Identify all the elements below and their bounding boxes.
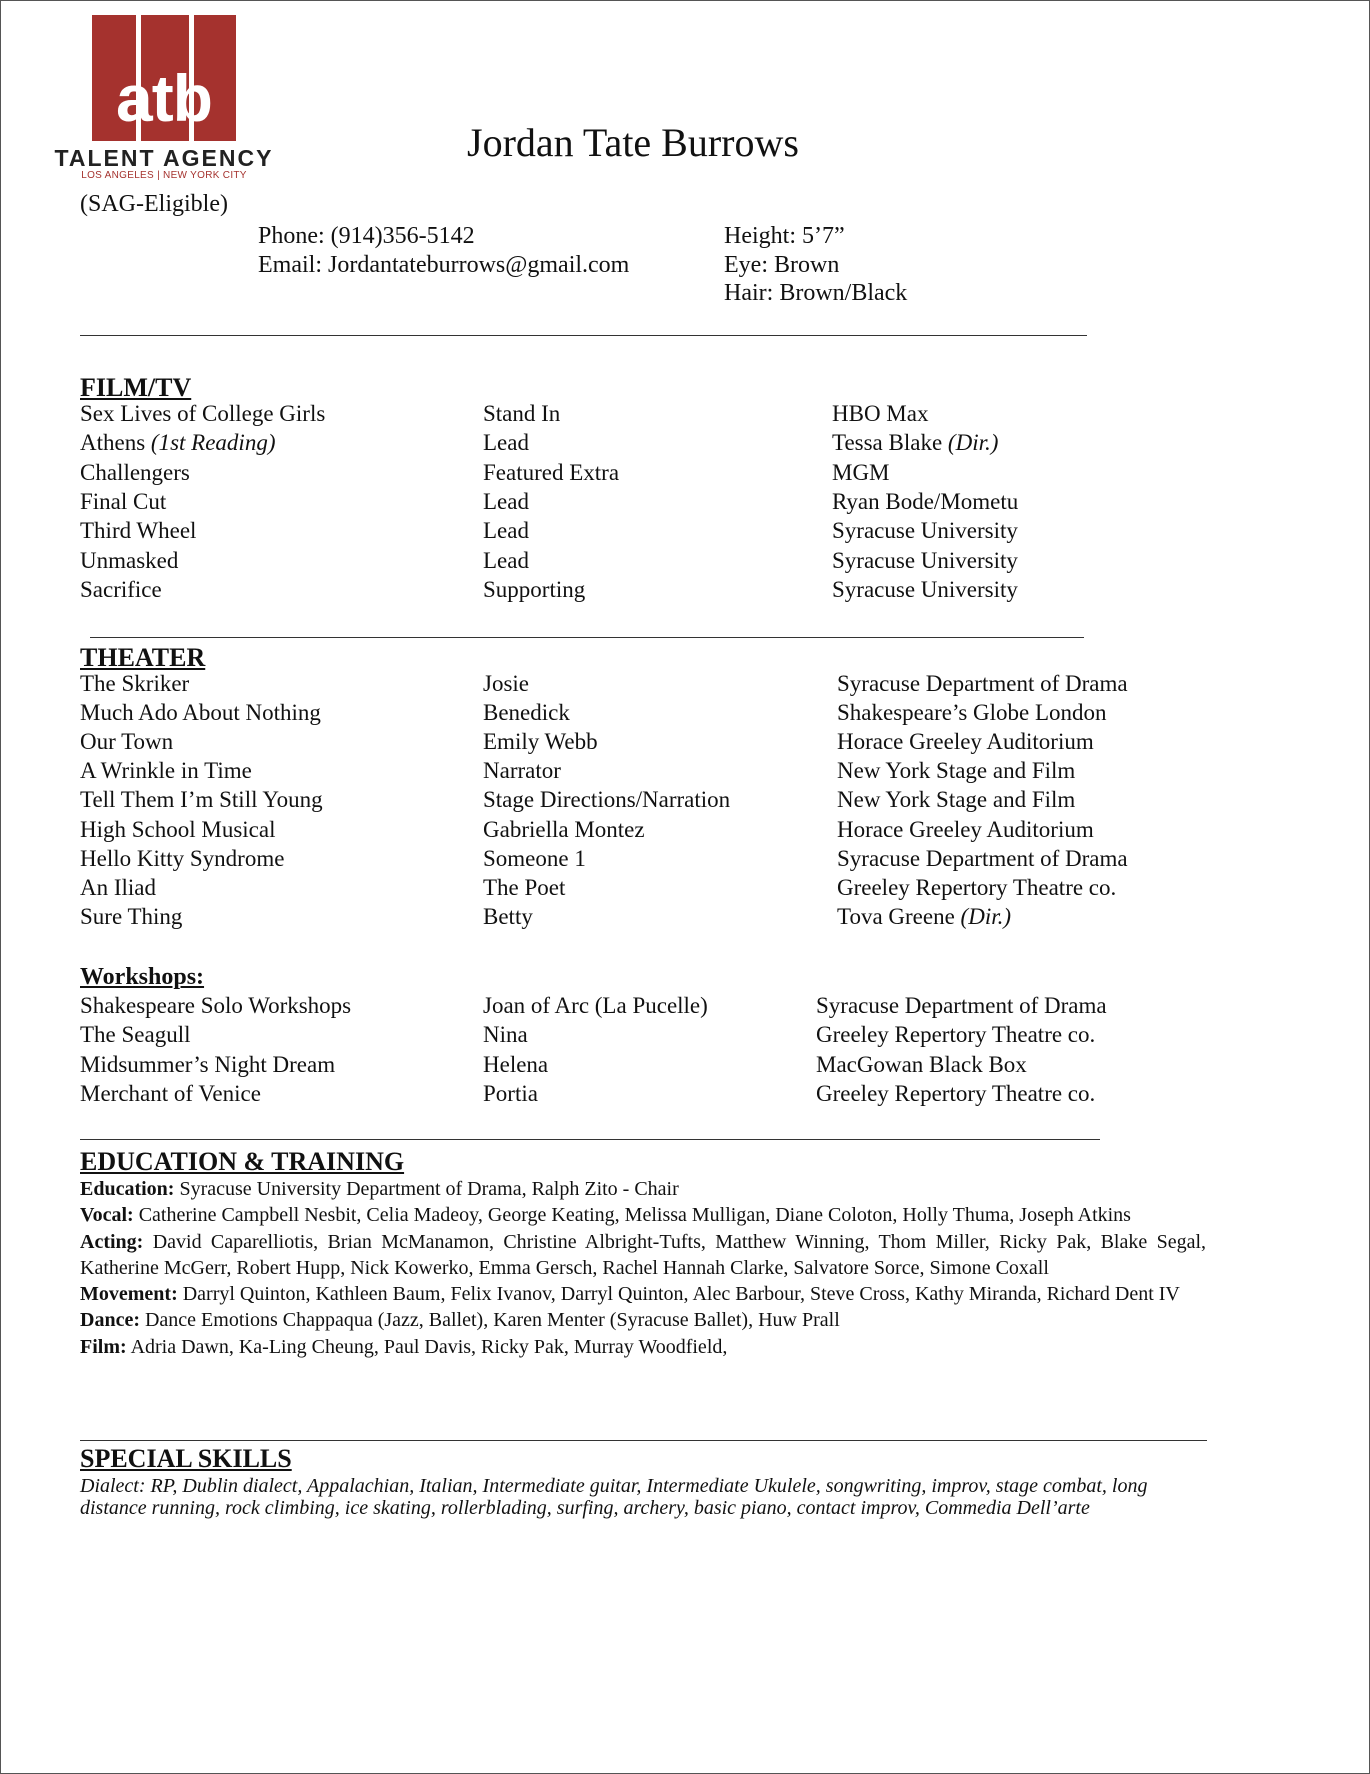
credit-company: [837, 671, 1128, 697]
education-label: Vocal:: [80, 1204, 134, 1227]
credit-role-text: Betty: [483, 903, 533, 929]
credit-title-text: The Seagull: [80, 1022, 191, 1048]
credit-company: [816, 1081, 1095, 1107]
credit-role: [483, 787, 730, 813]
credit-title-text: Tell Them I’m Still Young: [80, 787, 323, 813]
divider: [80, 1440, 1207, 1441]
credit-role-text: Emily Webb: [483, 729, 598, 755]
credit-company-text: New York Stage and Film: [837, 787, 1076, 813]
credit-title: [80, 577, 162, 603]
credit-note: (Dir.): [947, 430, 999, 456]
section-heading-special-skills: SPECIAL SKILLS: [80, 1444, 292, 1473]
special-skills-text: Dialect: RP, Dublin dialect, Appalachian, Italian, Intermediate guitar, Intermediate Ukulele, songwriting, improv, stage combat, long distance running, rock climbing, ice skating, rollerblading, surfing, archery, basic piano, contact improv, Commedia Dell’arte: [80, 1475, 1148, 1519]
credit-role: [483, 489, 529, 515]
logo-title: TALENT AGENCY: [54, 145, 274, 171]
credit-company: [837, 875, 1116, 901]
resume-row: [0, 460, 1370, 489]
credit-title-text: Unmasked: [80, 547, 179, 573]
education-text: Catherine Campbell Nesbit, Celia Madeoy, George Keating, Melissa Mulligan, Diane Coloton, Holly Thuma, Joseph Atkins: [138, 1204, 1131, 1227]
credit-role-text: Lead: [483, 547, 529, 573]
credit-company: [832, 548, 1018, 574]
credit-title: [80, 489, 166, 515]
credit-company: [837, 729, 1094, 755]
credit-company-text: New York Stage and Film: [837, 758, 1076, 784]
credit-role: [483, 548, 529, 574]
resume-row: [0, 548, 1370, 577]
credit-title-text: Midsummer’s Night Dream: [80, 1051, 336, 1077]
credit-role-text: Narrator: [483, 758, 561, 784]
credit-role: [483, 401, 560, 427]
credit-role-text: Benedick: [483, 700, 570, 726]
education-label: Dance:: [80, 1309, 140, 1332]
education-label: Movement:: [80, 1283, 178, 1306]
resume-row: [0, 993, 1370, 1022]
credit-role-text: Someone 1: [483, 845, 586, 871]
credit-title: [80, 460, 190, 486]
education-item: [80, 1307, 1206, 1333]
credit-title-text: An Iliad: [80, 874, 157, 900]
credit-title-text: Hello Kitty Syndrome: [80, 845, 285, 871]
credit-company-text: Tova Greene: [837, 903, 955, 929]
credit-role: [483, 700, 570, 726]
credit-company: [837, 846, 1128, 872]
education-item: [80, 1176, 1206, 1202]
credit-role-text: The Poet: [483, 874, 566, 900]
credit-company-text: Syracuse Department of Drama: [837, 845, 1128, 871]
resume-row: [0, 875, 1370, 904]
agency-logo: [92, 15, 236, 141]
education-label: Film:: [80, 1335, 127, 1358]
divider: [80, 1139, 1100, 1140]
education-text: Dance Emotions Chappaqua (Jazz, Ballet), Karen Menter (Syracuse Ballet), Huw Prall: [144, 1309, 840, 1332]
credit-title: [80, 729, 173, 755]
credit-role: [483, 430, 529, 456]
credit-company: [837, 817, 1094, 843]
credit-title: [80, 1052, 335, 1078]
credit-title-text: Third Wheel: [80, 518, 197, 544]
resume-row: [0, 401, 1370, 430]
credit-title-text: Sacrifice: [80, 576, 162, 602]
education-text: Adria Dawn, Ka-Ling Cheung, Paul Davis, Ricky Pak, Murray Woodfield,: [130, 1335, 728, 1358]
credit-title-text: Final Cut: [80, 488, 167, 514]
credit-role: [483, 875, 565, 901]
credit-company: [837, 758, 1075, 784]
credit-title-text: High School Musical: [80, 816, 276, 842]
credit-company: [832, 460, 890, 486]
education-item: [80, 1334, 1206, 1360]
resume-row: [0, 1022, 1370, 1051]
credit-role-text: Lead: [483, 488, 529, 514]
credit-role: [483, 1022, 528, 1048]
logo-mark: atb: [116, 61, 212, 135]
email: Email: Jordantateburrows@gmail.com: [258, 252, 630, 278]
resume-row: [0, 489, 1370, 518]
credit-role-text: Stage Directions/Narration: [483, 787, 731, 813]
credit-company-text: Syracuse University: [832, 576, 1018, 602]
credit-company: [837, 787, 1075, 813]
resume-row: [0, 1052, 1370, 1081]
credit-role: [483, 729, 598, 755]
credit-company: [832, 489, 1018, 515]
credit-title-text: Athens: [80, 430, 146, 456]
resume-row: [0, 846, 1370, 875]
section-heading-theater: THEATER: [80, 643, 206, 672]
credit-company: [832, 518, 1018, 544]
education-label: Acting:: [80, 1230, 144, 1253]
credit-company: [816, 1052, 1027, 1078]
credit-role-text: Stand In: [483, 401, 561, 426]
credit-role-text: Nina: [483, 1022, 528, 1048]
credit-title-text: A Wrinkle in Time: [80, 758, 252, 784]
credit-company-text: MGM: [832, 459, 890, 485]
credit-role-text: Lead: [483, 518, 529, 544]
section-heading-film-tv: FILM/TV: [80, 373, 192, 402]
credit-title-text: Shakespeare Solo Workshops: [80, 993, 352, 1018]
credit-title: [80, 846, 284, 872]
credit-role-text: Gabriella Montez: [483, 816, 645, 842]
credit-title-text: Much Ado About Nothing: [80, 700, 321, 726]
credit-title: [80, 1022, 191, 1048]
credit-company: [837, 904, 1011, 930]
credit-company-text: MacGowan Black Box: [816, 1051, 1027, 1077]
union-status: (SAG-Eligible): [80, 191, 228, 217]
credit-role-text: Josie: [483, 671, 529, 696]
education-item: [80, 1229, 1206, 1282]
credit-company-text: Syracuse Department of Drama: [837, 671, 1128, 696]
credit-role: [483, 1081, 538, 1107]
credit-company-text: Horace Greeley Auditorium: [837, 729, 1094, 755]
credit-title-text: Sure Thing: [80, 903, 183, 929]
credit-role: [483, 817, 645, 843]
credit-company-text: Syracuse University: [832, 547, 1018, 573]
education-list: [80, 1176, 1206, 1360]
education-text: Syracuse University Department of Drama, Ralph Zito - Chair: [179, 1178, 679, 1200]
resume-row: [0, 729, 1370, 758]
credit-role-text: Portia: [483, 1081, 538, 1107]
credit-company: [816, 993, 1107, 1019]
credit-company-text: Greeley Repertory Theatre co.: [837, 874, 1117, 900]
credit-title: [80, 548, 178, 574]
education-text: Darryl Quinton, Kathleen Baum, Felix Ivanov, Darryl Quinton, Alec Barbour, Steve Cross, Kathy Miranda, Richard Dent IV: [182, 1283, 1180, 1306]
resume-row: [0, 817, 1370, 846]
credit-company-text: Shakespeare’s Globe London: [837, 700, 1107, 726]
education-text: David Caparelliotis, Brian McManamon, Christine Albright-Tufts, Matthew Winning, Thom Miller, Ricky Pak, Blake Segal, Katherine McGerr, Robert Hupp, Nick Kowerko, Emma Gersch, Rachel Hannah Clarke, Salvatore Sorce, Simone Coxall: [80, 1230, 1207, 1279]
resume-row: [0, 1081, 1370, 1110]
credit-note: (Dir.): [960, 903, 1012, 929]
credit-company-text: HBO Max: [832, 401, 929, 426]
credit-company-text: Greeley Repertory Theatre co.: [816, 1081, 1096, 1107]
credit-role-text: Lead: [483, 430, 529, 456]
education-item: [80, 1202, 1206, 1228]
eye-color: Eye: Brown: [724, 252, 840, 278]
credit-role: [483, 846, 586, 872]
credit-role-text: Joan of Arc (La Pucelle): [483, 993, 708, 1018]
credit-company-text: Syracuse Department of Drama: [816, 993, 1107, 1018]
credit-title: [80, 700, 321, 726]
credit-company-text: Ryan Bode/Mometu: [832, 488, 1019, 514]
education-label: Education:: [80, 1178, 175, 1200]
credit-company: [832, 430, 998, 456]
phone: Phone: (914)356-5142: [258, 223, 475, 249]
section-heading-workshops: Workshops:: [80, 964, 205, 990]
credit-title: [80, 430, 275, 456]
credit-role: [483, 993, 708, 1019]
credit-title: [80, 817, 276, 843]
section-heading-education: EDUCATION & TRAINING: [80, 1147, 405, 1176]
credit-title: [80, 904, 182, 930]
credit-company: [816, 1022, 1095, 1048]
credit-company: [832, 401, 928, 427]
credit-company-text: Syracuse University: [832, 518, 1018, 544]
height: Height: 5’7”: [724, 223, 845, 249]
divider: [90, 637, 1084, 638]
credit-role-text: Supporting: [483, 576, 586, 602]
credit-title: [80, 401, 325, 427]
credit-title: [80, 518, 196, 544]
credit-role-text: Featured Extra: [483, 459, 620, 485]
credit-title: [80, 1081, 261, 1107]
credit-company: [832, 577, 1018, 603]
credit-title: [80, 875, 156, 901]
resume-row: [0, 787, 1370, 816]
credit-note: (1st Reading): [150, 430, 276, 456]
resume-row: [0, 430, 1370, 459]
actor-name: Jordan Tate Burrows: [467, 120, 799, 165]
credit-title-text: The Skriker: [80, 671, 190, 696]
credit-title: [80, 758, 252, 784]
credit-role: [483, 758, 561, 784]
resume-row: [0, 904, 1370, 933]
credit-company-text: Horace Greeley Auditorium: [837, 816, 1094, 842]
credit-role: [483, 904, 533, 930]
credit-title-text: Merchant of Venice: [80, 1081, 261, 1107]
resume-row: [0, 671, 1370, 700]
hair-color: Hair: Brown/Black: [724, 280, 908, 306]
credit-title-text: Our Town: [80, 729, 174, 755]
resume-row: [0, 700, 1370, 729]
credit-title-text: Challengers: [80, 459, 190, 485]
divider: [80, 335, 1087, 336]
logo-cities: LOS ANGELES | NEW YORK CITY: [81, 170, 247, 181]
credit-title: [80, 787, 323, 813]
resume-row: [0, 518, 1370, 547]
resume-row: [0, 758, 1370, 787]
resume-row: [0, 577, 1370, 606]
credit-role: [483, 460, 619, 486]
credit-company: [837, 700, 1107, 726]
credit-role: [483, 577, 585, 603]
education-item: [80, 1281, 1206, 1307]
credit-role: [483, 671, 529, 697]
credit-company-text: Greeley Repertory Theatre co.: [816, 1022, 1096, 1048]
credit-title-text: Sex Lives of College Girls: [80, 401, 326, 426]
credit-role: [483, 518, 529, 544]
credit-role-text: Helena: [483, 1051, 549, 1077]
credit-role: [483, 1052, 548, 1078]
credit-company-text: Tessa Blake: [832, 430, 943, 456]
credit-title: [80, 671, 189, 697]
credit-title: [80, 993, 351, 1019]
